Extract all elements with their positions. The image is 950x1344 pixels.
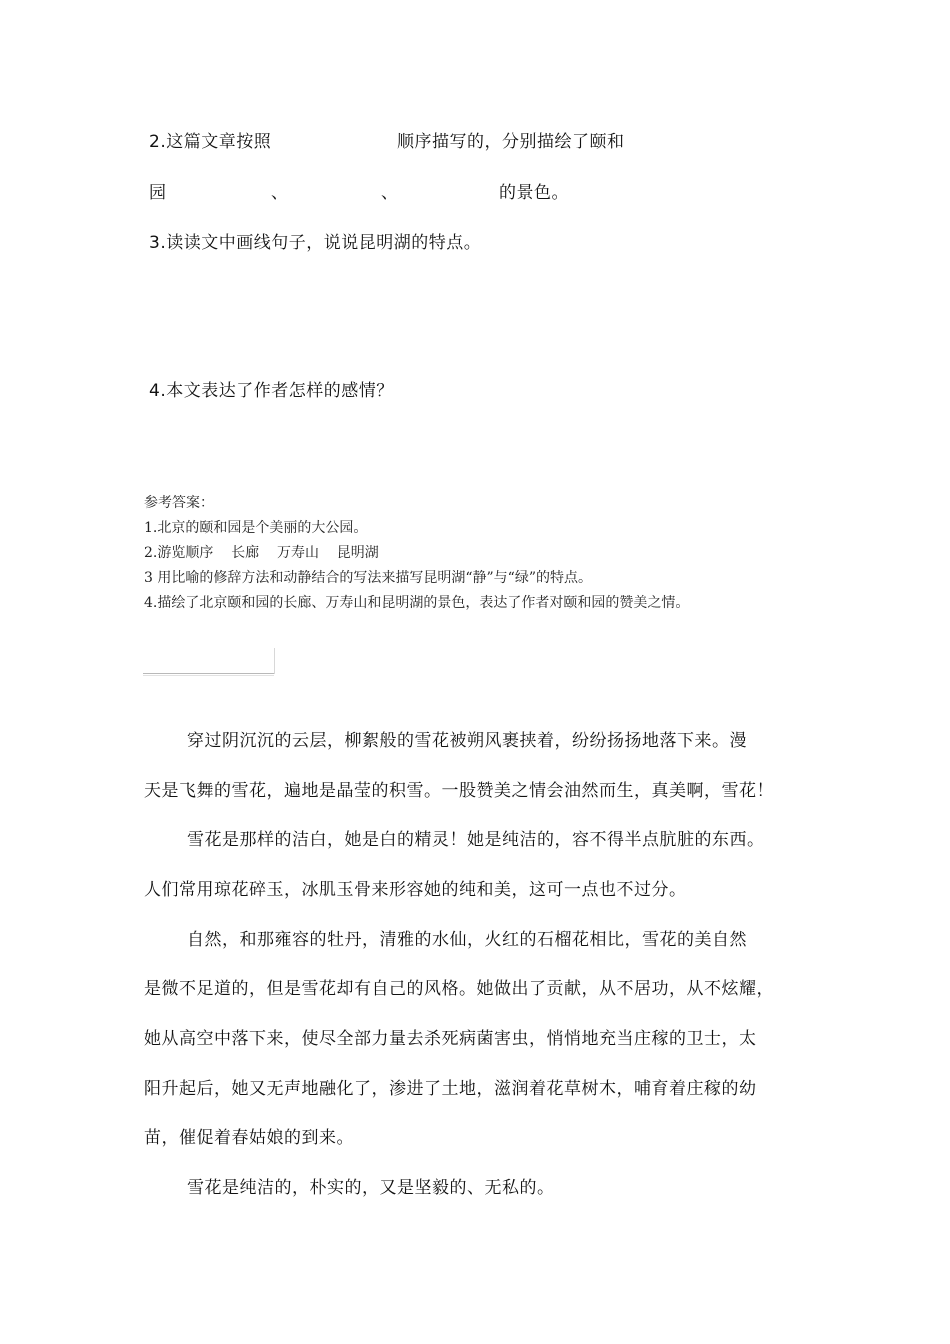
essay-paragraph-3-line-2: 是微不足道的，但是雪花却有自己的风格。她做出了贡献，从不居功，从不炫耀，: [144, 979, 774, 999]
question-2-separator: 、: [381, 183, 399, 203]
question-2-prefix: 2.这篇文章按照: [149, 132, 272, 152]
section-divider: [143, 673, 274, 674]
answer-4: 4.描绘了北京颐和园的长廊、万寿山和昆明湖的景色，表达了作者对颐和园的赞美之情。: [144, 595, 690, 611]
question-2-suffix: 顺序描写的，分别描绘了颐和: [397, 132, 625, 152]
essay-paragraph-3-line-5: 苗，催促着春姑娘的到来。: [144, 1128, 354, 1148]
essay-paragraph-1-line-1: 穿过阴沉沉的云层，柳絮般的雪花被朔风裹挟着，纷纷扬扬地落下来。漫: [187, 731, 747, 751]
question-2-separator: 、: [271, 183, 289, 203]
essay-paragraph-3-line-1: 自然，和那雍容的牡丹，清雅的水仙，火红的石榴花相比，雪花的美自然: [187, 930, 747, 950]
question-2-line2-start: 园: [149, 183, 167, 203]
essay-paragraph-4-line-1: 雪花是纯洁的，朴实的，又是坚毅的、无私的。: [187, 1178, 555, 1198]
essay-paragraph-2-line-2: 人们常用琼花碎玉，冰肌玉骨来形容她的纯和美，这可一点也不过分。: [144, 880, 687, 900]
answer-3: 3 用比喻的修辞方法和动静结合的写法来描写昆明湖“静”与“绿”的特点。: [144, 570, 592, 586]
answer-1: 1.北京的颐和园是个美丽的大公园。: [144, 520, 368, 536]
section-divider-tick: [274, 648, 275, 674]
essay-paragraph-2-line-1: 雪花是那样的洁白，她是白的精灵！她是纯洁的，容不得半点肮脏的东西。: [187, 830, 765, 850]
answer-2: 2.游览顺序 长廊 万寿山 昆明湖: [144, 545, 379, 561]
essay-paragraph-3-line-4: 阳升起后，她又无声地融化了，渗进了土地，滋润着花草树木，哺育着庄稼的幼: [144, 1079, 757, 1099]
essay-paragraph-3-line-3: 她从高空中落下来，使尽全部力量去杀死病菌害虫，悄悄地充当庄稼的卫士，太: [144, 1029, 757, 1049]
essay-paragraph-1-line-2: 天是飞舞的雪花，遍地是晶莹的积雪。一股赞美之情会油然而生，真美啊，雪花！: [144, 781, 774, 801]
question-2-line2-end: 的景色。: [499, 183, 569, 203]
section-divider-shadow: [143, 675, 274, 676]
question-3: 3.读读文中画线句子，说说昆明湖的特点。: [149, 233, 482, 253]
question-4: 4.本文表达了作者怎样的感情？: [149, 381, 394, 401]
answers-heading: 参考答案：: [144, 495, 214, 511]
